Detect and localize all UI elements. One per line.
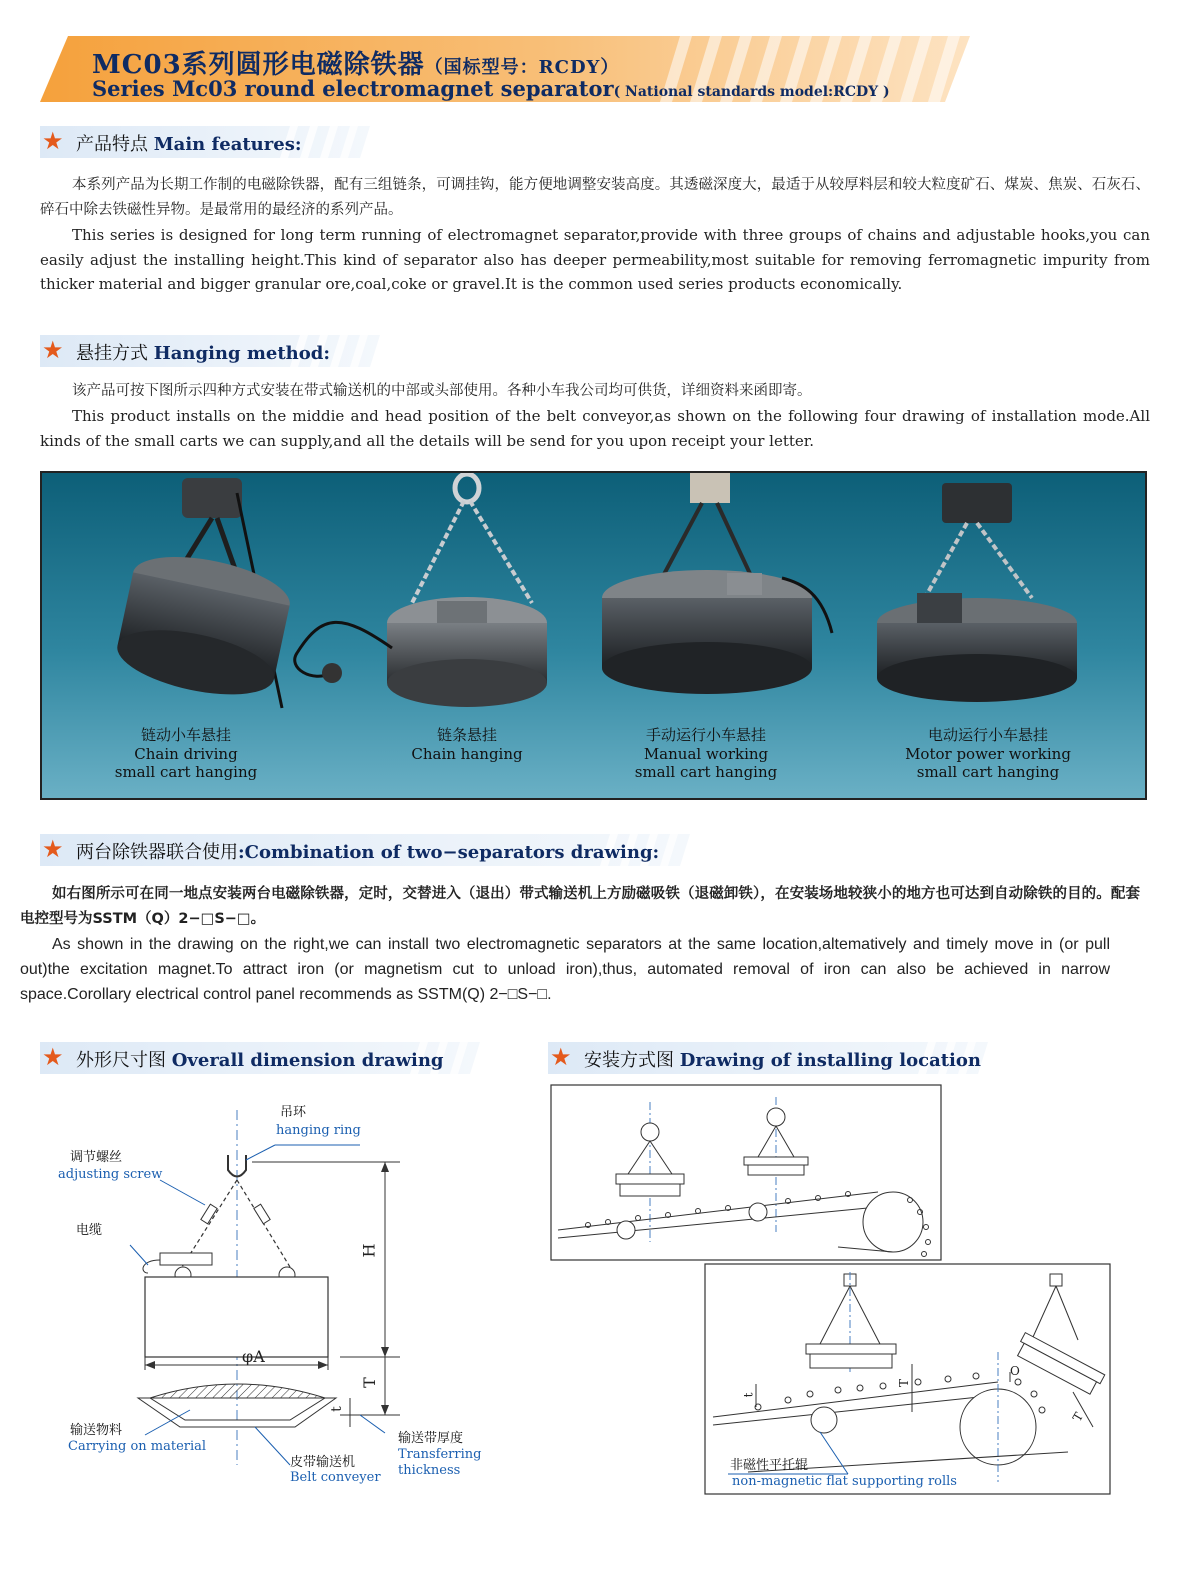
title-cn-model: （国标型号：RCDY） bbox=[424, 57, 620, 78]
star-icon: ★ bbox=[550, 1043, 572, 1071]
dim-H: H bbox=[359, 1243, 379, 1258]
combination-text-en: As shown in the drawing on the right,we can install two electromagnetic separators at the same location,altematively and timely move in (or pull out)the excitation magnet.To attract iron (or magnetism cut to unload iron),thus, automated removal of iron can also be achieved in narrow space.Corollary electrical control panel recommends as SSTM(Q) 2−□S−□. bbox=[20, 936, 1110, 1003]
combination-title-en: :Combination of two−separators drawing: bbox=[238, 842, 660, 863]
caption-3-cn: 手动运行小车悬挂 bbox=[645, 726, 766, 744]
adjusting-screw-label-cn: 调节螺丝 bbox=[70, 1150, 123, 1165]
adjusting-screw-label-en: adjusting screw bbox=[58, 1167, 163, 1182]
photo-manual-working bbox=[602, 473, 832, 694]
caption-1-en1: Chain driving bbox=[134, 744, 238, 763]
dimension-drawing bbox=[40, 1095, 510, 1515]
hanging-ring-label-cn: 吊环 bbox=[280, 1105, 307, 1120]
installing-title-en: Drawing of installing location bbox=[679, 1050, 981, 1071]
hanging-title-cn: 悬挂方式 bbox=[76, 343, 148, 364]
carrying-label-en: Carrying on material bbox=[68, 1439, 207, 1454]
caption-2-cn: 链条悬挂 bbox=[436, 726, 497, 744]
photo-chain-hanging bbox=[295, 474, 547, 707]
caption-2-en1: Chain hanging bbox=[411, 744, 523, 763]
rolls-label-en: non-magnetic flat supporting rolls bbox=[732, 1474, 957, 1489]
hanging-ring-label-en: hanging ring bbox=[276, 1123, 361, 1138]
caption-4-en2: small cart hanging bbox=[916, 763, 1060, 781]
features-text-en: This series is designed for long term running of electromagnet separator,provide with three groups of chains and adjustable hooks,you can easily adjust the installing height.This kind of separator also has deeper permeability,most suitable for removing ferromagnetic impurity from thicker material and bigger granular ore,coal,coke or gravel.It is the common used series products economically. bbox=[40, 226, 1150, 293]
installing-t: t bbox=[741, 1392, 756, 1398]
dim-T: T bbox=[359, 1377, 379, 1388]
caption-3-en2: small cart hanging bbox=[634, 763, 778, 781]
caption-3-en1: Manual working bbox=[643, 744, 769, 763]
photo-caption-2 bbox=[357, 726, 577, 763]
star-icon: ★ bbox=[42, 1043, 64, 1071]
cable-label-cn: 电缆 bbox=[76, 1223, 103, 1238]
photo-caption-3 bbox=[596, 726, 816, 782]
caption-1-cn: 链动小车悬挂 bbox=[140, 726, 231, 744]
thickness-label-en2: thickness bbox=[398, 1463, 461, 1478]
dimension-title-en: Overall dimension drawing bbox=[171, 1050, 444, 1071]
hanging-text-cn: 该产品可按下图所示四种方式安装在带式输送机的中部或头部使用。各种小车我公司均可供货，详细资料来函即寄。 bbox=[72, 383, 812, 399]
section-header-combination bbox=[40, 830, 690, 870]
installing-title-cn: 安装方式图 bbox=[584, 1050, 674, 1071]
belt-label-cn: 皮带输送机 bbox=[290, 1455, 356, 1470]
combination-title-cn: 两台除铁器联合使用 bbox=[76, 842, 238, 863]
thickness-label-en1: Transferring bbox=[398, 1447, 482, 1462]
dimension-title-cn: 外形尺寸图 bbox=[76, 1050, 166, 1071]
features-title-cn: 产品特点 bbox=[76, 134, 148, 155]
page-subtitle bbox=[92, 76, 890, 101]
section-header-hanging bbox=[40, 331, 380, 371]
section-header-features bbox=[40, 122, 370, 162]
caption-4-cn: 电动运行小车悬挂 bbox=[927, 726, 1048, 744]
star-icon: ★ bbox=[42, 835, 64, 863]
caption-4-en1: Motor power working bbox=[905, 744, 1071, 763]
caption-1-en2: small cart hanging bbox=[114, 763, 258, 781]
photo-chain-driving bbox=[112, 478, 296, 708]
dim-phiA: φA bbox=[242, 1347, 265, 1366]
section-header-dimension bbox=[40, 1038, 480, 1078]
photo-caption-4 bbox=[878, 726, 1098, 782]
installing-drawing bbox=[548, 1082, 1148, 1502]
title-en-text: Series Mc03 round electromagnet separator bbox=[92, 76, 614, 101]
title-en-model: ( National standards model:RCDY ) bbox=[613, 84, 890, 100]
photo-motor-power bbox=[877, 483, 1077, 702]
installing-drawing-svg bbox=[548, 1082, 1148, 1502]
hanging-text-en: This product installs on the middie and head position of the belt conveyor,as shown on the following four drawing of installation mode.All kinds of the small carts we can supply,and all the details will be send for you upon receipt your letter. bbox=[40, 407, 1150, 450]
thickness-label-cn: 输送带厚度 bbox=[398, 1431, 464, 1446]
carrying-label-cn: 输送物料 bbox=[70, 1423, 123, 1438]
section-header-installing bbox=[548, 1038, 988, 1078]
hanging-title-en: Hanging method: bbox=[153, 343, 330, 364]
features-text-cn: 本系列产品为长期工作制的电磁除铁器，配有三组链条，可调挂钩，能方便地调整安装高度。其透磁深度大，最适于从较厚料层和较大粒度矿石、煤炭、焦炭、石灰石、碎石中除去铁磁性异物。是最常用的最经济的系列产品。 bbox=[40, 177, 1150, 218]
star-icon: ★ bbox=[42, 127, 64, 155]
features-title-en: Main features: bbox=[153, 134, 302, 155]
belt-label-en: Belt conveyer bbox=[290, 1470, 381, 1485]
combination-text-cn: 如右图所示可在同一地点安装两台电磁除铁器，定时，交替进入（退出）带式输送机上方励磁吸铁（退磁卸铁），在安装场地较狭小的地方也可达到自动除铁的目的。配套电控型号为SSTM（Q）2−□S−□。 bbox=[20, 886, 1140, 927]
hanging-methods-photo-panel bbox=[40, 471, 1147, 800]
rolls-label-cn: 非磁性平托辊 bbox=[730, 1458, 809, 1473]
dim-t: t bbox=[328, 1406, 345, 1412]
installing-T2: T bbox=[1069, 1410, 1087, 1424]
photo-caption-1 bbox=[76, 726, 296, 782]
installing-O: O bbox=[1010, 1364, 1020, 1378]
star-icon: ★ bbox=[42, 336, 64, 364]
installing-T1: T bbox=[897, 1378, 912, 1388]
title-cn-text: MC03系列圆形电磁除铁器 bbox=[92, 50, 425, 80]
